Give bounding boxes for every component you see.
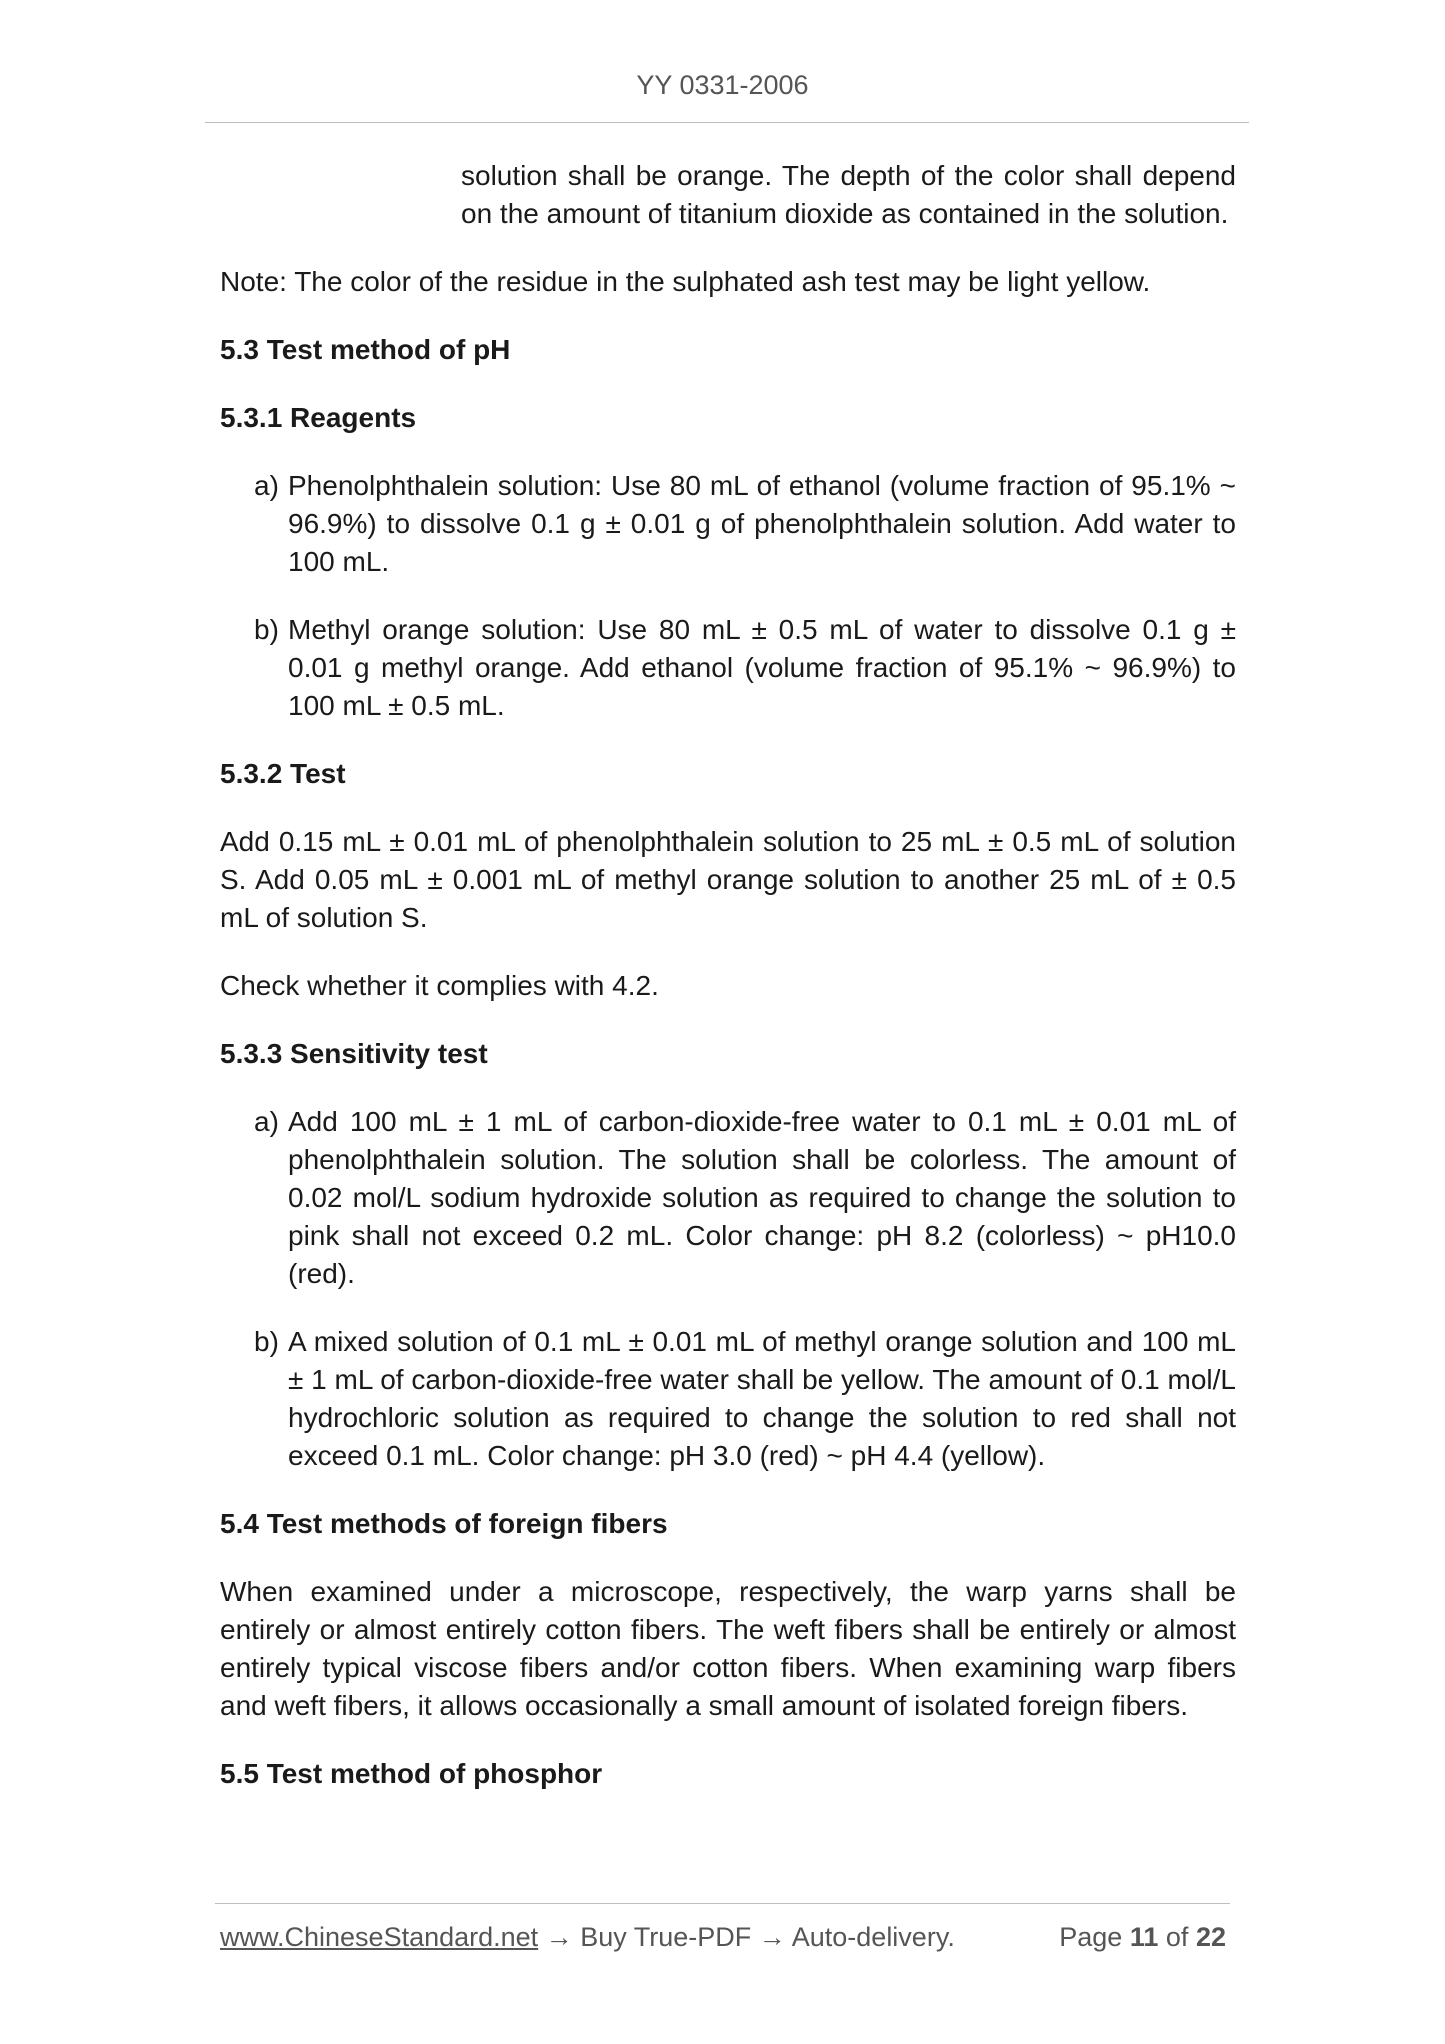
page-of-label: of (1165, 1922, 1189, 1952)
footer-promo-text: → Buy True-PDF → Auto-delivery. (538, 1922, 955, 1952)
list-marker: a) (254, 470, 279, 501)
page-total: 22 (1195, 1922, 1226, 1952)
check-paragraph: Check whether it complies with 4.2. (220, 970, 659, 1001)
page-current: 11 (1129, 1922, 1159, 1952)
list-marker: b) (254, 1326, 279, 1357)
page-label: Page (1059, 1922, 1123, 1952)
reagent-item-b (254, 611, 1236, 725)
page-number (1059, 1922, 1226, 1953)
website-link[interactable]: www.ChineseStandard.net (220, 1922, 539, 1952)
list-marker: b) (254, 614, 279, 645)
section-5-3-heading: 5.3 Test method of pH (220, 334, 511, 365)
test-paragraph: Add 0.15 mL ± 0.01 mL of phenolphthalein solution to 25 mL ± 0.5 mL of solution S. Add 0.05 mL ± 0.001 mL of methyl orange solution to another 25 mL of ± 0.5 mL of solution S. (220, 826, 1236, 933)
note-paragraph: Note: The color of the residue in the sulphated ash test may be light yellow. (220, 266, 1151, 297)
footer-divider (215, 1903, 1230, 1904)
fibers-paragraph: When examined under a microscope, respectively, the warp yarns shall be entirely or almost entirely cotton fibers. The weft fibers shall be entirely or almost entirely typical viscose fibers and/or cotton fibers. When examining warp fibers and weft fibers, it allows occasionally a small amount of isolated foreign fibers. (220, 1576, 1236, 1721)
list-item-text: Add 100 mL ± 1 mL of carbon-dioxide-free water to 0.1 mL ± 0.01 mL of phenolphthalein solution. The solution shall be colorless. The amount of 0.02 mol/L sodium hydroxide solution as required to change the solution to pink shall not exceed 0.2 mL. Color change: pH 8.2 (colorless) ~ pH10.0 (red). (288, 1106, 1236, 1289)
reagent-item-a (254, 467, 1236, 581)
section-5-4-heading: 5.4 Test methods of foreign fibers (220, 1508, 668, 1539)
header-divider (205, 122, 1249, 123)
continued-paragraph: solution shall be orange. The depth of the color shall depend on the amount of titanium dioxide as contained in the solution. (461, 160, 1236, 229)
section-5-3-3-heading: 5.3.3 Sensitivity test (220, 1038, 488, 1069)
footer-promo (220, 1922, 955, 1953)
document-id: YY 0331-2006 (636, 70, 809, 100)
list-item-text: A mixed solution of 0.1 mL ± 0.01 mL of methyl orange solution and 100 mL ± 1 mL of carbon-dioxide-free water shall be yellow. The amount of 0.1 mol/L hydrochloric solution as required to change the solution to red shall not exceed 0.1 mL. Color change: pH 3.0 (red) ~ pH 4.4 (yellow). (288, 1326, 1236, 1471)
sensitivity-item-a (254, 1103, 1236, 1293)
page-content (220, 157, 1236, 1823)
list-item-text: Phenolphthalein solution: Use 80 mL of ethanol (volume fraction of 95.1% ~ 96.9%) to dissolve 0.1 g ± 0.01 g of phenolphthalein solution. Add water to 100 mL. (288, 470, 1236, 577)
section-5-5-heading: 5.5 Test method of phosphor (220, 1758, 603, 1789)
section-5-3-1-heading: 5.3.1 Reagents (220, 402, 417, 433)
list-item-text: Methyl orange solution: Use 80 mL ± 0.5 mL of water to dissolve 0.1 g ± 0.01 g methyl orange. Add ethanol (volume fraction of 95.1% ~ 96.9%) to 100 mL ± 0.5 mL. (288, 614, 1236, 721)
list-marker: a) (254, 1106, 279, 1137)
sensitivity-item-b (254, 1323, 1236, 1475)
document-header (0, 70, 1445, 101)
section-5-3-2-heading: 5.3.2 Test (220, 758, 346, 789)
